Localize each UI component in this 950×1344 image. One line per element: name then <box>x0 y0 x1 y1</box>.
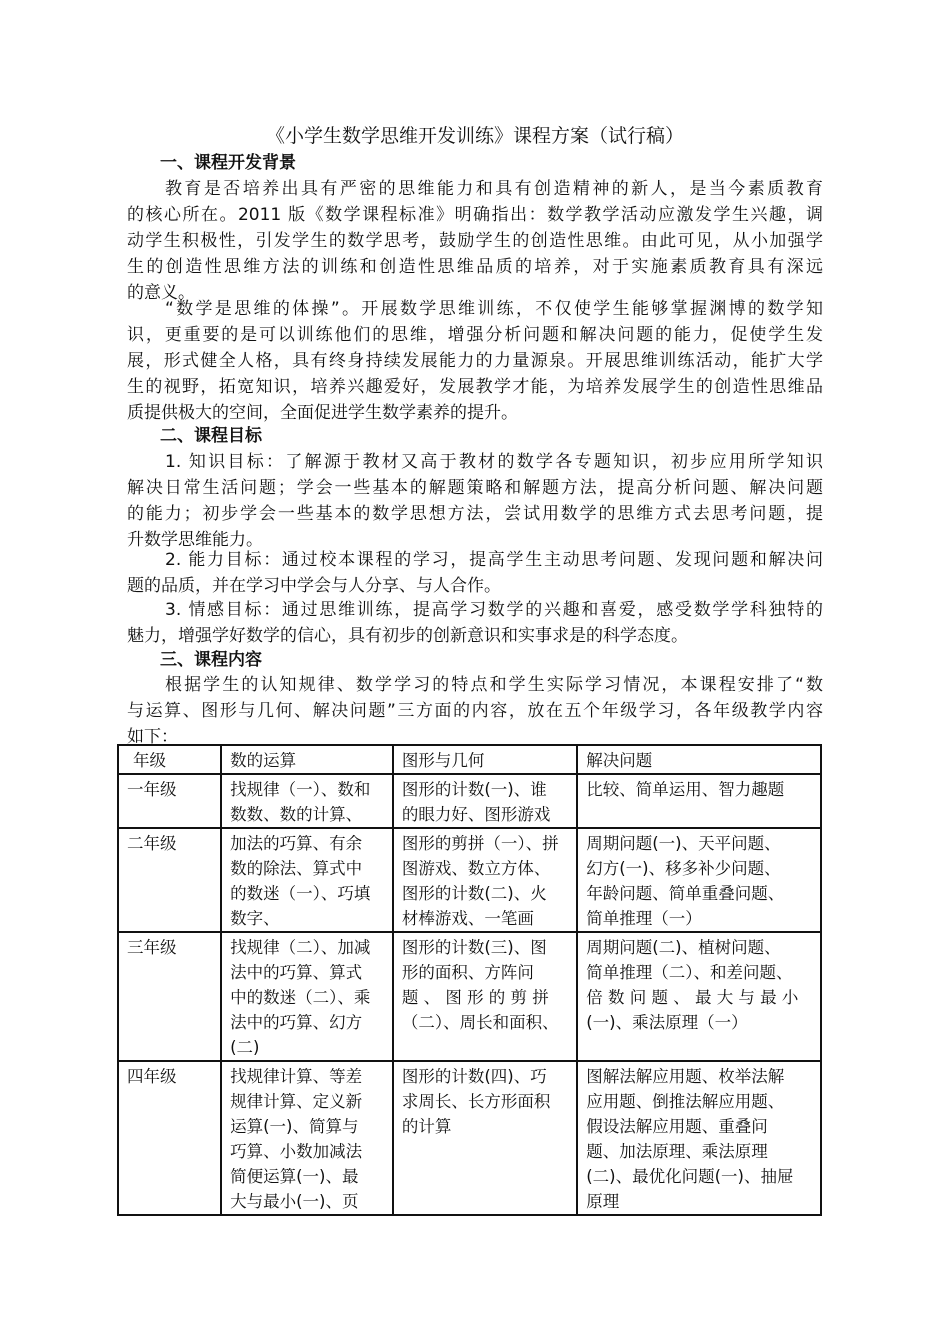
cell-line: 中的数迷（二）、乘 <box>230 988 371 1007</box>
text-line: 2. 能力目标：通过校本课程的学习，提高学生主动思考问题、发现问题和解决问 <box>165 550 823 570</box>
table-cell <box>118 774 221 828</box>
cell-line: 图解法解应用题、枚举法解 <box>586 1067 785 1086</box>
cell-line: 找规律计算、等差 <box>230 1067 363 1086</box>
cell-line: 巧算、小数加减法 <box>230 1142 363 1161</box>
cell-line: 的数迷（一）、巧填 <box>230 884 371 903</box>
cell-line: (二) <box>230 1038 260 1057</box>
document-title: 《小学生数学思维开发训练》课程方案（试行稿） <box>265 125 684 147</box>
text-line: 题的品质，并在学习中学会与人分享、与人合作。 <box>127 576 501 596</box>
table-cell <box>393 1061 577 1215</box>
cell-line: 数字、 <box>230 909 280 928</box>
cell-line: 假设法解应用题、重叠问 <box>586 1117 768 1136</box>
paragraph <box>127 176 823 306</box>
table-header-row <box>118 745 821 774</box>
text-line: 生的视野，拓宽知识，培养兴趣爱好，发展教学才能，为培养发展学生的创造性思维品 <box>127 377 823 397</box>
table-cell <box>393 932 577 1061</box>
cell-line: 简单推理（一） <box>586 909 702 928</box>
text-line: 如下： <box>127 727 178 747</box>
table-cell <box>118 932 221 1061</box>
cell-line: 四年级 <box>127 1067 177 1086</box>
cell-line: 图形的计数(二)、火 <box>401 884 547 903</box>
section-heading: 一、课程开发背景 <box>160 153 296 173</box>
text-line: 1. 知识目标：了解源于教材又高于教材的数学各专题知识，初步应用所学知识 <box>165 452 823 472</box>
text-line: 识，更重要的是可以训练他们的思维，增强分析问题和解决问题的能力，促使学生发 <box>127 325 823 345</box>
cell-line: 运算(一)、简算与 <box>230 1117 359 1136</box>
text-line: 魅力，增强学好数学的信心，具有初步的创新意识和实事求是的科学态度。 <box>127 626 688 646</box>
column-header: 数的运算 <box>221 745 393 774</box>
paragraph <box>127 296 823 426</box>
table-cell <box>393 828 577 932</box>
text-line: 动学生积极性，引发学生的数学思考，鼓励学生的创造性思维。由此可见，从小加强学 <box>127 231 823 251</box>
cell-line: 图游戏、数立方体、 <box>401 859 551 878</box>
cell-line: 简便运算(一)、最 <box>230 1167 359 1186</box>
cell-line: 周期问题(一)、天平问题、 <box>586 834 781 853</box>
table-row <box>118 932 821 1061</box>
cell-line: 找规律（一）、数和 <box>230 780 371 799</box>
cell-line: 材棒游戏、一笔画 <box>401 909 534 928</box>
cell-line: (二)、最优化问题(一)、抽屉 <box>586 1167 794 1186</box>
text-line: 根据学生的认知规律、数学学习的特点和学生实际学习情况，本课程安排了“数 <box>165 675 823 695</box>
section-heading: 三、课程内容 <box>160 650 262 670</box>
cell-line: 图形的计数(四)、巧 <box>401 1067 547 1086</box>
text-line: 教育是否培养出具有严密的思维能力和具有创造精神的新人，是当今素质教育 <box>165 179 823 199</box>
cell-line: 图形的计数(三)、图 <box>401 938 547 957</box>
text-line: 生的创造性思维方法的训练和创造性思维品质的培养，对于实施素质教育具有深远 <box>127 257 823 277</box>
cell-line: (一)、乘法原理（一） <box>586 1013 748 1032</box>
cell-line: 一年级 <box>127 780 177 799</box>
cell-line: 求周长、长方形面积 <box>401 1092 551 1111</box>
cell-line: 的计算 <box>401 1117 452 1136</box>
column-header: 年级 <box>118 745 221 774</box>
cell-line: 倍 数 问 题 、 最 大 与 最 小 <box>586 988 799 1007</box>
cell-line: （二）、周长和面积、 <box>401 1013 559 1032</box>
cell-line: 题、加法原理、乘法原理 <box>586 1142 768 1161</box>
cell-line: 找规律（二）、加减 <box>230 938 371 957</box>
cell-line: 法中的巧算、算式 <box>230 963 363 982</box>
table-row <box>118 1061 821 1215</box>
cell-line: 的眼力好、图形游戏 <box>401 805 551 824</box>
cell-line: 二年级 <box>127 834 177 853</box>
cell-line: 规律计算、定义新 <box>230 1092 363 1111</box>
course-content-table <box>117 744 822 1216</box>
cell-line: 数的除法、算式中 <box>230 859 363 878</box>
cell-line: 三年级 <box>127 938 177 957</box>
text-line: “数学是思维的体操”。开展数学思维训练，不仅使学生能够掌握渊博的数学知 <box>165 299 823 319</box>
text-line: 解决日常生活问题；学会一些基本的解题策略和解题方法，提高分析问题、解决问题 <box>127 478 823 498</box>
table-cell <box>118 1061 221 1215</box>
text-line: 的能力；初步学会一些基本的数学思想方法，尝试用数学的思维方式去思考问题，提 <box>127 504 823 524</box>
cell-line: 年龄问题、简单重叠问题、 <box>586 884 785 903</box>
paragraph <box>127 672 823 750</box>
table-cell <box>118 828 221 932</box>
cell-line: 图形的剪拼（一）、拼 <box>401 834 559 853</box>
cell-line: 形的面积、方阵问 <box>401 963 534 982</box>
cell-line: 原理 <box>586 1192 620 1211</box>
cell-line: 加法的巧算、有余 <box>230 834 363 853</box>
table-cell <box>221 1061 393 1215</box>
table-cell <box>221 828 393 932</box>
cell-line: 应用题、倒推法解应用题、 <box>586 1092 785 1111</box>
text-line: 展，形式健全人格，具有终身持续发展能力的力量源泉。开展思维训练活动，能扩大学 <box>127 351 823 371</box>
text-line: 的核心所在。2011 版《数学课程标准》明确指出：数学教学活动应激发学生兴趣，调 <box>127 205 823 225</box>
paragraph <box>127 547 823 599</box>
cell-line: 数数、数的计算、 <box>230 805 363 824</box>
text-line: 3. 情感目标：通过思维训练，提高学习数学的兴趣和喜爱，感受数学学科独特的 <box>165 600 823 620</box>
table-cell <box>577 932 821 1061</box>
table-cell <box>221 932 393 1061</box>
cell-line: 幻方(一)、移多补少问题、 <box>586 859 781 878</box>
table-row <box>118 774 821 828</box>
paragraph <box>127 449 823 553</box>
text-line: 升数学思维能力。 <box>127 530 263 550</box>
cell-line: 法中的巧算、幻方 <box>230 1013 363 1032</box>
column-header: 解决问题 <box>577 745 821 774</box>
paragraph <box>127 597 823 649</box>
cell-line: 大与最小(一)、页 <box>230 1192 359 1211</box>
section-heading: 二、课程目标 <box>160 426 262 446</box>
text-line: 的意义。 <box>127 283 195 303</box>
cell-line: 比较、简单运用、智力趣题 <box>586 780 785 799</box>
table-row <box>118 828 821 932</box>
cell-line: 图形的计数(一)、谁 <box>401 780 547 799</box>
table-cell <box>577 774 821 828</box>
text-line: 质提供极大的空间，全面促进学生数学素养的提升。 <box>127 403 518 423</box>
table-cell <box>577 828 821 932</box>
column-header: 图形与几何 <box>393 745 577 774</box>
table-cell <box>393 774 577 828</box>
table-cell <box>577 1061 821 1215</box>
table-cell <box>221 774 393 828</box>
cell-line: 简单推理（二）、和差问题、 <box>586 963 793 982</box>
cell-line: 题 、 图 形 的 剪 拼 <box>401 988 549 1007</box>
text-line: 与运算、图形与几何、解决问题”三方面的内容，放在五个年级学习，各年级教学内容 <box>127 701 823 721</box>
cell-line: 周期问题(二)、植树问题、 <box>586 938 781 957</box>
